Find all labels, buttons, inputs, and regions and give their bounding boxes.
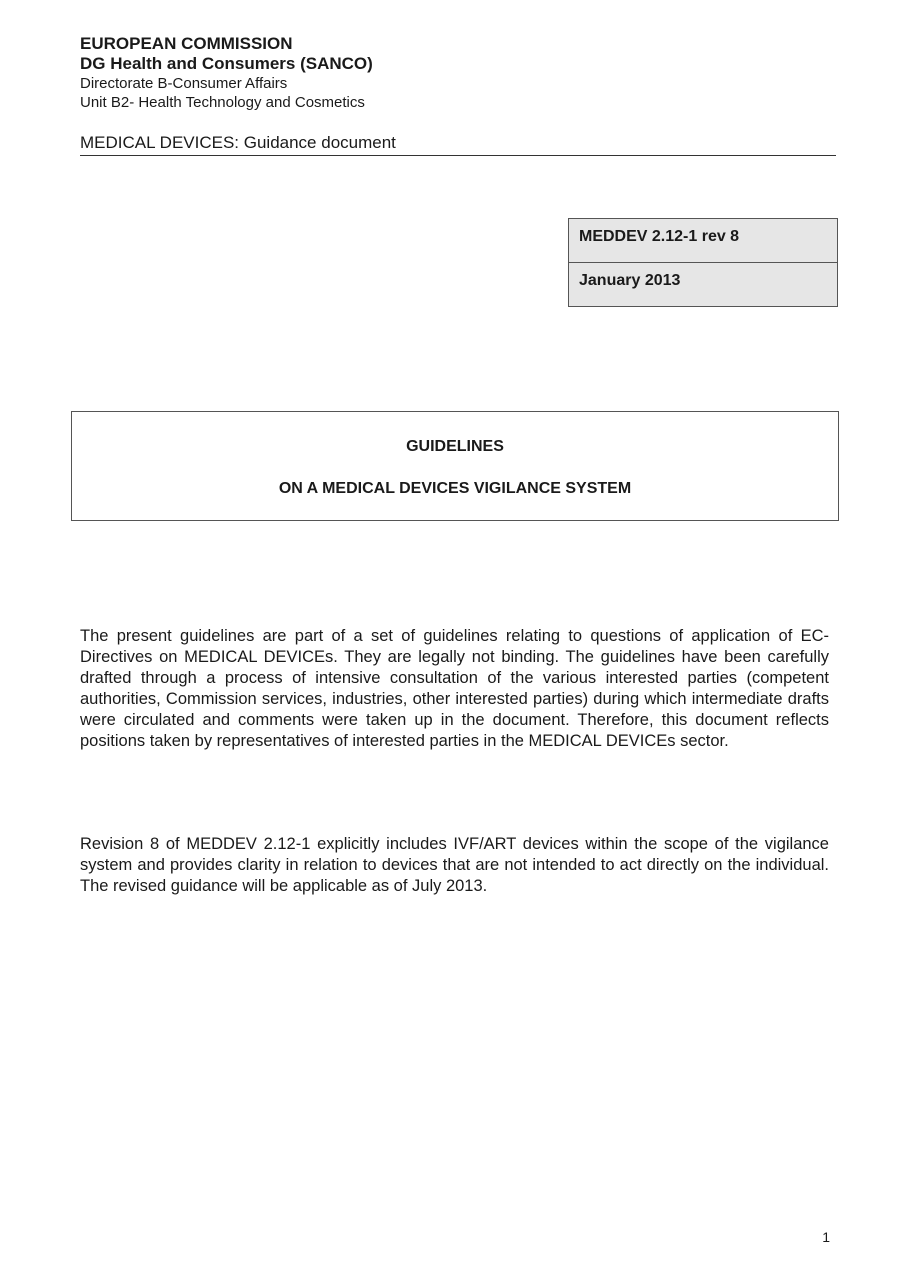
document-header	[80, 34, 840, 112]
directorate-name: Directorate B-Consumer Affairs	[80, 75, 288, 92]
page-number: 1	[822, 1229, 830, 1245]
directorate-general-name: DG Health and Consumers (SANCO)	[80, 54, 373, 73]
title-line-2: ON A MEDICAL DEVICES VIGILANCE SYSTEM	[278, 480, 632, 497]
document-type-line: MEDICAL DEVICES: Guidance document	[80, 133, 836, 156]
organization-name: EUROPEAN COMMISSION	[80, 34, 293, 53]
unit-name: Unit B2- Health Technology and Cosmetics	[80, 94, 365, 111]
body-paragraph-1: The present guidelines are part of a set of guidelines relating to questions of application of EC-Directives on MEDICAL DEVICEs. They are legally not binding. The guidelines have been carefully drafted through a process of intensive consultation of the various interested parties (competent authorities, Commission services, industries, other interested parties) during which intermediate drafts were circulated and comments were taken up in the document. Therefore, this document reflects positions taken by representatives of interested parties in the MEDICAL DEVICEs sector.	[80, 627, 829, 750]
reference-code: MEDDEV 2.12-1 rev 8	[569, 219, 837, 263]
body-paragraph-2: Revision 8 of MEDDEV 2.12-1 explicitly includes IVF/ART devices within the scope of the vigilance system and provides clarity in relation to devices that are not intended to act directly on the individual. The revised guidance will be applicable as of July 2013.	[80, 835, 829, 895]
reference-date: January 2013	[579, 272, 681, 289]
title-box	[71, 411, 839, 521]
reference-box	[568, 218, 838, 307]
title-line-1: GUIDELINES	[406, 438, 504, 455]
